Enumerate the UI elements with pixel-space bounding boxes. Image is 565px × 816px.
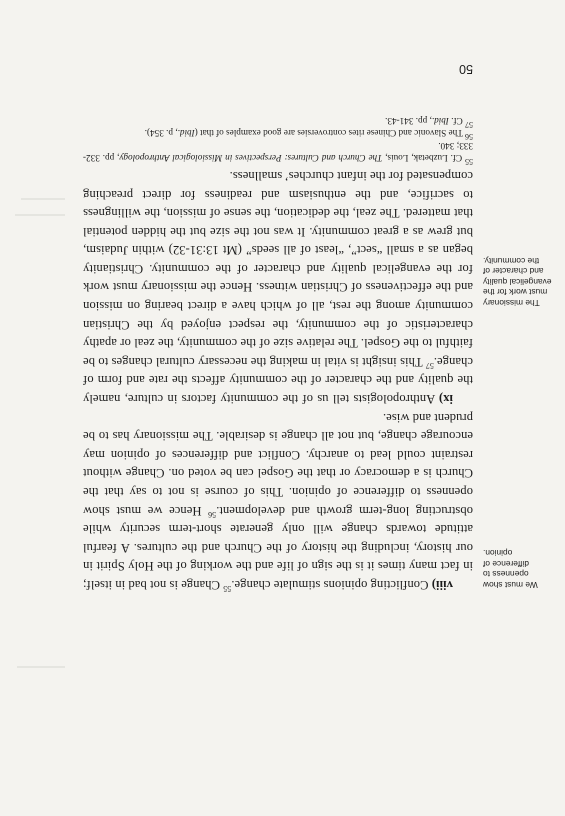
footnote-57 [83,114,473,129]
text-run: Anthropologists tell us of the community factors in culture, namely the quality and the character of the community affects the rate and form of change. [83,354,473,407]
sidenote-missionary: The missionary must work for the evangelical quality and character of the community. [483,255,552,308]
page-number: 50 [459,62,473,76]
footnote-number: 55 [465,157,473,167]
sidenote-openness: We must show openness to difference of opinion. [483,548,538,590]
text-run: Hence we must show openness to difference of opinion. This of course is not to say that the Church is a democracy or that the Gospel can be voted on. Change without restraint could lead to anarchy. Conflict and differences of opinion may encourage change, but not all change is desirable. The missionary has to be prudent and wise. [83,410,473,518]
section-label-viii: viii) [431,578,453,592]
paragraph-ix [83,166,473,408]
footnote-number: 56 [465,132,473,142]
footnote-number: 57 [465,119,473,129]
footnote-text: The Slavonic and Chinese rites controversies are good examples of that ( [194,128,465,139]
footnote-ref-56: 56 [208,509,217,519]
footnote-title: Ibid. [431,115,449,126]
footnotes [82,114,473,167]
footnote-title: Ibid. [177,128,195,139]
show-through-mark [17,666,65,668]
footnote-55 [82,139,473,167]
footnote-text: Cf. [448,115,465,126]
footnote-text: Cf. Luzbetak, Louis, [382,153,465,163]
show-through-mark [21,198,65,200]
footnote-ref-55: 55 [223,584,232,594]
paragraph-viii [83,408,473,594]
text-run: This insight is vital in making the necessary cultural changes to be faithful to the Gospel. The relative size of the community, the zeal or apathy characteristic of the community, the respect enjoyed by the Christian community among the rest, all of which have a direct bearing on mission and the effectiveness of Christian witness. Hence the missionary must work for the evangelical quality and character of the community. Christianity began as a small “sect”, “least of all seeds” (Mt 13:31-32) within Judaism, but grew as a great community. It was not the size but the hidden potential that mattered. The zeal, the dedication, the sense of mission, the willingness to sacrifice, and the enthusiasm and readiness for direct preaching compensated for the infant churches’ smallness. [83,168,473,369]
footnote-ref-57: 57 [425,361,434,371]
text-run: Change is not bad in itself; in fact many times it is the sign of life and the working of the Holy Spirit in our history, including the history of the Church and the cultures. A fearful attitude towards change will only generate short-term security while obstructing long-term growth and development. [82,503,473,592]
show-through-mark [15,214,65,216]
footnote-title: The Church and Cultures: Perspectives in Missiological Anthropology [119,153,383,163]
body-text [83,166,473,594]
footnote-text: , pp. 341-43. [385,115,432,126]
footnote-text: , pp. 332-333; 340. [82,140,473,163]
footnote-56 [83,127,473,142]
footnote-text: , p. 354). [144,128,178,139]
text-run: Conflicting opinions stimulate change. [231,578,429,592]
section-label-ix: ix) [438,392,453,407]
